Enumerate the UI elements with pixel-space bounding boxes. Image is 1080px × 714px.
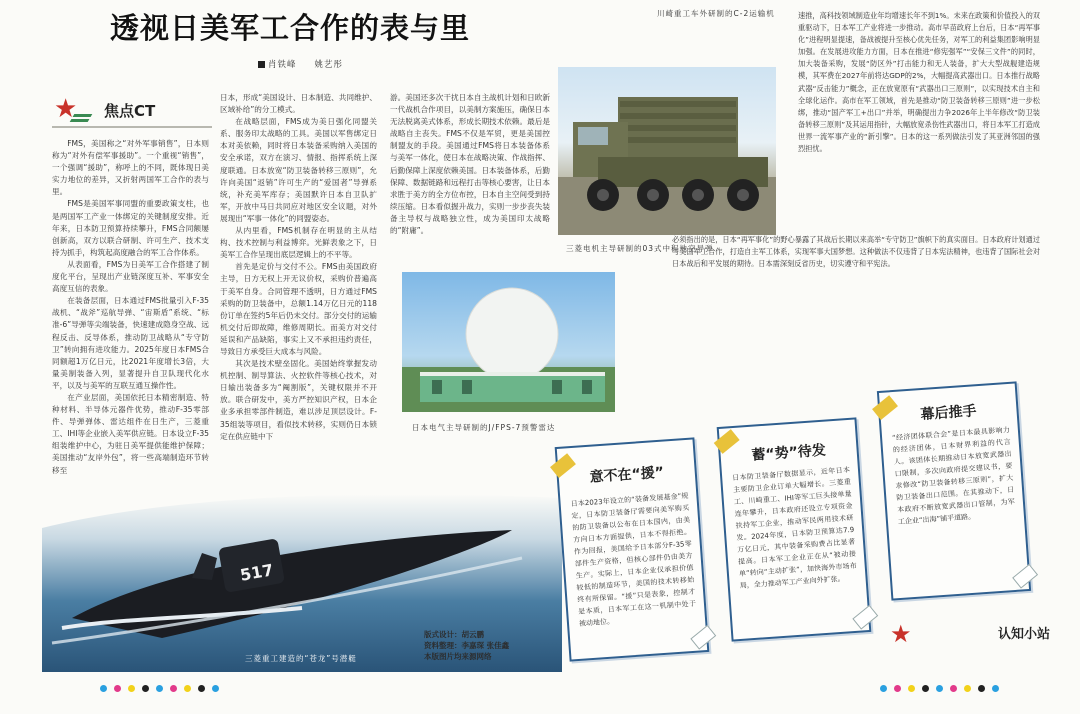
registration-dot (114, 685, 121, 692)
byline (258, 58, 343, 70)
panel-title: 意不在“援” (589, 464, 665, 486)
photo-1-caption: 川崎重工车外研制的C-2运输机 (657, 9, 775, 18)
panel-title: 蓄“势”待发 (750, 442, 827, 464)
credits (424, 629, 534, 662)
submarine-hull-number: 517 (238, 560, 275, 585)
article-column-1 (52, 138, 209, 504)
color-registration-dots-right (880, 677, 1006, 687)
panel-body: 日本2023年设立的“装备发展基金”规定，日本防卫装备厅需要向美军购买的防卫装备以公布在日本国内，由美方向日本方面提供，日本不得拒绝。作为回报，美国给予日本部分F-35零部件生产资格，但核心部件仍由美方生产。实际上，日本企业仅承担价值较低的制造环节，美国的技术转移始终有所保留。“援”只是表象，控制才是本质，日本军工在这一机制中处于被动地位。 (570, 491, 697, 628)
star-icon: ★ (54, 94, 78, 124)
registration-dot (184, 685, 191, 692)
photo-2-caption: 三菱电机主导研制的03式中程地空导弹 (566, 244, 714, 253)
kicker-focus-ct (52, 94, 212, 128)
paragraph: 首先是定价与交付不公。FMS由美国政府主导，日方无权上开无议价权，采购价普遍高于美军自身。合同管理不透明，日方通过FMS采购的防卫装备中，总额1.14万亿日元的118份订单在签约5年后仍未交付。部分交付的运输机交付后即故障，维修周期长。而美方对交付延误和产品缺陷，事实上又不承担违约责任，导致日方承受巨大成本与风险。 (220, 262, 377, 356)
paragraph: 从表面看，FMS为日美军工合作搭建了制度化平台，呈现出产业链深度互补、军事安全高度互信的表象。 (52, 259, 209, 294)
author-1: 肖铁峰 (268, 60, 297, 70)
registration-dot (212, 685, 219, 692)
paragraph: 速推，高科技领域制造业年均增速长年不到1%。未来在政策和价值投入的双重驱动下，日本军工产业将进一步推动。高市早苗政府上台后，日本“再军事化”进程明显提速，备战被提升至核心优先任务，对军工的利益集团影响明显加强。在发展进攻能力方面，日本在推进“修宪强军”“安保三文件”的同时，加大装备采购，发展“防区外”打击能力和无人装备，扩大大型战舰建造规模，其军费在2027年前将达GDP的2%，大幅提高武器出口。日本推行战略武器“反击能力”概念，正在放宽原有“武器出口三原则”，以实现技术自主和全球化运作。高市在军工领域，首先是推动“防卫装备转移三原则”进一步松绑，推动“国产军工+出口”并举，明确提出力争2026年上半年修改“防卫装备转移三原则”及其运用指针，大幅放宽杀伤性武器出口，将日本军工打造成世界一流军事产业的“新引擎”。日本的这一系列做法引发了其亚洲邻国的强烈担忧。 (798, 11, 1040, 154)
panel-title: 幕后推手 (920, 403, 978, 424)
paragraph: FMS是美国军事同盟的重要政策支柱，也是两国军工产业一体绑定的关键制度安排。近年来，日本防卫预算持续攀升，FMS合同额屡创新高，双方以联合研制、许可生产、技术支持为抓手，构筑起高度融合的军工合作体系。 (52, 199, 209, 257)
credit-photo: 本版图片均来源网络 (424, 652, 492, 661)
registration-dot (992, 685, 999, 692)
registration-dot (922, 685, 929, 692)
panel-body: “经济团体联合会”是日本最具影响力的经济团体，日本财界利益的代言人。该团体长期推动日本放宽武器出口限制，多次向政府提交建议书，要求修改“防卫装备转移三原则”，扩大防卫装备出口范围。在其推动下，日本政府不断放宽武器出口管制，为军工企业“出海”铺平道路。 (891, 425, 1016, 526)
registration-dot (156, 685, 163, 692)
registration-dot (142, 685, 149, 692)
registration-dot (964, 685, 971, 692)
paragraph: 日本，形成“美国设计、日本制造、共同维护、区域补给”的分工模式。 (220, 93, 377, 115)
registration-dot (978, 685, 985, 692)
color-registration-dots-left (100, 677, 226, 687)
paragraph: 在产业层面，美国依托日本精密制造、特种材料、半导体元器件优势，推动F-35零部件、导弹弹体、雷达组件在日生产，三菱重工、IHI等企业嵌入美军供应链。日本设立F-35组装维护中心，为驻日美军提供能维护保障；美国推动“友岸外包”，将一些高端制造环节转移至 (52, 392, 209, 475)
photo-4-caption: 三菱重工建造的“苍龙”号潜艇 (245, 654, 357, 663)
photo-3-caption: 日本电气主导研制的J/FPS-7预警雷达 (412, 423, 556, 432)
kicker-label: 焦点CT (104, 102, 156, 120)
credit-data: 资料整理：李嘉琛 张佳鑫 (424, 641, 510, 650)
credit-design: 版式设计：胡云鹏 (424, 630, 484, 639)
paragraph: 其次是技术壁垒固化。美国始终掌握发动机控制、制导算法、火控软件等核心技术，对日输出装备多为“阉割版”，关键权限并不开放。联合研发中，美方严控知识产权，日本企业多承担零部件制造，难以涉足顶层设计。F-35组装等项目，看似技术转移，实则仍日本锁定在供应链中下 (220, 359, 377, 441)
registration-dot (894, 685, 901, 692)
panel-body: 日本防卫装备厅数据显示，近年日本主要防卫企业订单大幅增长。三菱重工、川崎重工、IHI等军工巨头接单量连年攀升，日本政府还设立专项资金扶持军工企业，推动军民两用技术研发。2024年度，日本防卫预算达7.9万亿日元，其中装备采购费占比显著提高。日本军工企业正在从“被动接单”转向“主动扩张”，加快海外市场布局，全力推动军工产业向外扩张。 (731, 465, 857, 590)
registration-dot (950, 685, 957, 692)
paragraph: 从内里看，FMS机制存在明显的主从结构、技术控制与利益博弈。光鲜表象之下，日美军工合作呈现出底层逻辑上的不平等。 (220, 226, 377, 260)
star-icon: ★ (890, 620, 912, 648)
missile-truck-icon (558, 67, 776, 235)
byline-square-icon (258, 61, 265, 68)
paragraph: 在战略层面，FMS成为美日强化同盟关系、服务印太战略的工具。美国以军售绑定日本对美依赖，同时将日本装备采购纳入美国的安全承诺，双方在演习、情报、指挥系统上深度联通。日本放宽“防卫装备转移三原则”，允许向美国“返销”许可生产的“爱国者”导弹系统，补充美军库存；美国默许日本自卫队扩军，开放中马日共同应对地区安全议题，对外展现出“军事一体化”的同盟姿态。 (220, 117, 377, 223)
renzhi-xiaozhan-label: 认知小站 (997, 627, 1050, 642)
article-column-3: 游。美国还多次干扰日本自主战机计划和日欧新一代战机合作项目，以美制方案施压，确保日本无法脱离美式体系，形成长期技术依赖。最后是战略自主丧失。FMS不仅是军贸，更是美国控制盟友的手段。美国通过FMS将日本装备体系与美军一体化，使日本在战略决策、作战指挥、后勤保障上深度依赖美国。日本装备体系，后勤保障、数据链路和远程打击等核心要害，让日本求胜于美方的全方位布控，日本自主空间受到持续压缩。日本看似握升战力，实则一步步丧失装备主导权与战略独立性，成为美国印太战略的“附庸”。 (390, 93, 550, 236)
headline: 透视日美军工合作的表与里 (110, 11, 471, 45)
registration-dot (908, 685, 915, 692)
registration-dot (198, 685, 205, 692)
author-2: 姚艺彤 (314, 60, 344, 70)
spacer (648, 0, 1040, 10)
registration-dot (170, 685, 177, 692)
article-column-4b: 必须指出的是，日本“再军事化”的野心暴露了其战后长期以来高举“专守防卫”旗帜下的真实面目。日本政府计划通过与美国军工合作，打造自主军工体系，实现军事大国梦想。这种做法不仅违背了日本宪法精神，也违背了国际社会对日本战后和平发展的期待。日本需深刻反省历史，切实遵守和平宪法。 (672, 235, 1040, 269)
registration-dot (880, 685, 887, 692)
registration-dot (100, 685, 107, 692)
panel-xu-shi-dai-fa (717, 417, 872, 641)
registration-dot (936, 685, 943, 692)
zigzag-icon (70, 114, 93, 122)
radar-dome-icon (402, 272, 615, 412)
missile-truck-photo (558, 67, 776, 235)
paragraph: 在装备层面，日本通过FMS批量引入F-35战机、“战斧”巡航导弹、“宙斯盾”系统、“标准-6”导弹等尖端装备，快速建成隐身空战、远程反击、反导体系，推动防卫战略从“专守防卫”转向拥有进攻能力。2025年度日本FMS合同额超1万亿日元，比2021年度增长3倍，大量美制装备入列，显著提升自卫队现代化水平，以及与美军的互联互通互操作性。 (52, 296, 209, 390)
registration-dot (128, 685, 135, 692)
panel-yi-bu-zai-yuan (555, 437, 710, 661)
paragraph: FMS，美国称之“对外军事销售”，日本则称为“对外有偿军事援助”。一个重视“销售”，一个强调“援助”，称呼上的不同，既体现日美实力地位的差异，又折射两国军工合作的表与里。 (52, 139, 209, 197)
radar-dome-photo (402, 272, 615, 412)
article-column-2 (220, 92, 377, 504)
panel-mu-hou-tui-shou (877, 381, 1031, 600)
